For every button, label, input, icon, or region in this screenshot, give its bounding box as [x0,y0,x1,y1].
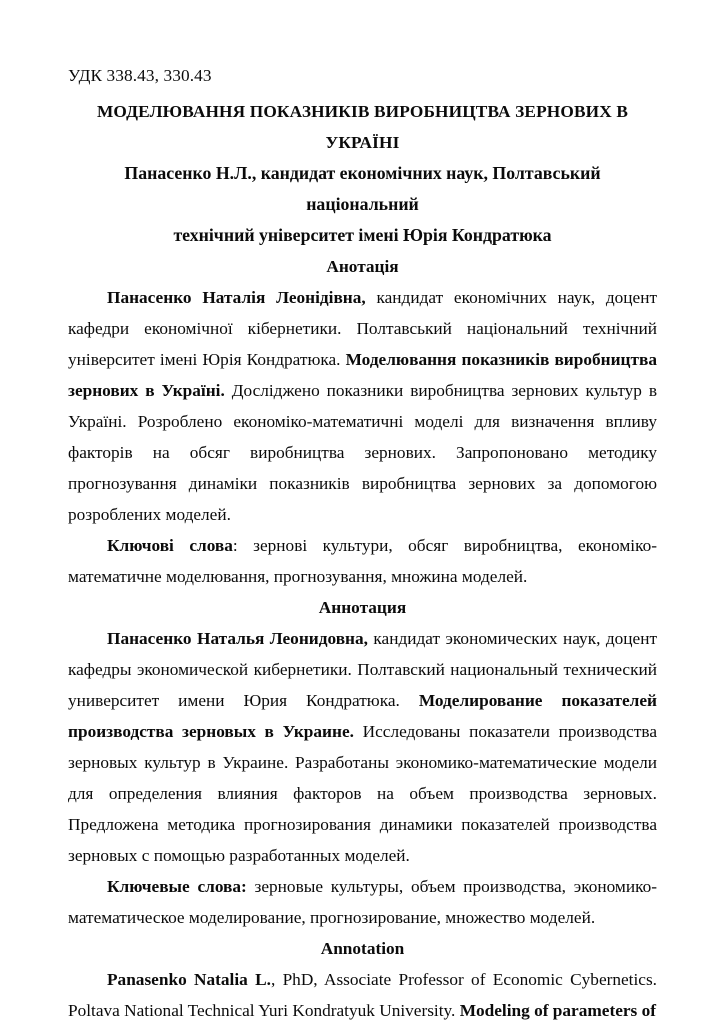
abstract-heading-ru: Аннотация [318,598,407,617]
abstract-author-en: Panasenko Natalia L. [107,970,271,989]
article-title-line-2: УКРАЇНІ [325,133,400,152]
document-body [68,62,657,1027]
abstract-affiliation-en: , PhD, Associate Professor of Economic Cybernetics. Poltava National Technical Yuri Kondratyuk University. [68,970,657,1020]
keywords-paragraph-ru [68,871,657,933]
keywords-label-ru: Ключевые слова: [107,877,247,896]
author-affiliation-line-2: технічний університет імені Юрія Кондратюка [173,225,552,245]
abstract-affiliation-uk: кандидат економічних наук, доцент кафедри економічної кібернетики. Полтавський національний технічний університет імені Юрія Кондратюка. [68,288,657,369]
abstract-text-ru: Исследованы показатели производства зерновых культур в Украине. Разработаны экономико-математические модели для определения влияния факторов на объем производства зерновых. Предложена методика прогнозирования динамики показателей производства зерновых с помощью разработанных моделей. [68,722,658,865]
abstract-text-uk: Досліджено показники виробництва зернових культур в Україні. Розроблено економіко-математичні моделі для визначення впливу факторів на обсяг виробництва зернових. Запропоновано методику прогнозування динаміки показників виробництва зернових за допомогою розроблених моделей. [68,381,657,524]
abstract-paragraph-en [68,964,657,1026]
abstract-title-uk: Моделювання показників виробництва зернових в Україні. [68,350,657,400]
keywords-text-uk: зернові культури, обсяг виробництва, економіко-математичне моделювання, прогнозування, множина моделей. [68,536,657,586]
udk-line: УДК 338.43, 330.43 [68,66,212,85]
abstract-author-uk: Панасенко Наталія Леонідівна, [107,288,366,307]
abstract-title-en: Modeling of parameters of [459,1001,656,1020]
abstract-paragraph-ru [68,623,657,871]
keywords-separator-uk: : [232,536,254,555]
abstract-affiliation-ru: кандидат экономических наук, доцент кафедры экономической кибернетики. Полтавский национальный технический университет имени Юрия Кондратюка. [68,629,657,710]
keywords-label-uk: Ключові слова [107,536,233,555]
abstract-title-ru: Моделирование показателей производства зерновых в Украине. [68,691,657,741]
abstract-heading-uk: Анотація [326,257,399,276]
author-affiliation-line-1: Панасенко Н.Л., кандидат економічних наук, Полтавський національний [124,163,601,214]
keywords-text-ru: зерновые культуры, объем производства, экономико-математическое моделирование, прогнозирование, множество моделей. [68,877,658,927]
abstract-author-ru: Панасенко Наталья Леонидовна, [107,629,368,648]
keywords-paragraph-uk [68,530,657,592]
abstract-paragraph-uk [68,282,657,530]
abstract-heading-en: Annotation [320,939,405,958]
keywords-separator-ru [247,877,255,896]
article-title-line-1: МОДЕЛЮВАННЯ ПОКАЗНИКІВ ВИРОБНИЦТВА ЗЕРНОВИХ В [96,102,629,121]
